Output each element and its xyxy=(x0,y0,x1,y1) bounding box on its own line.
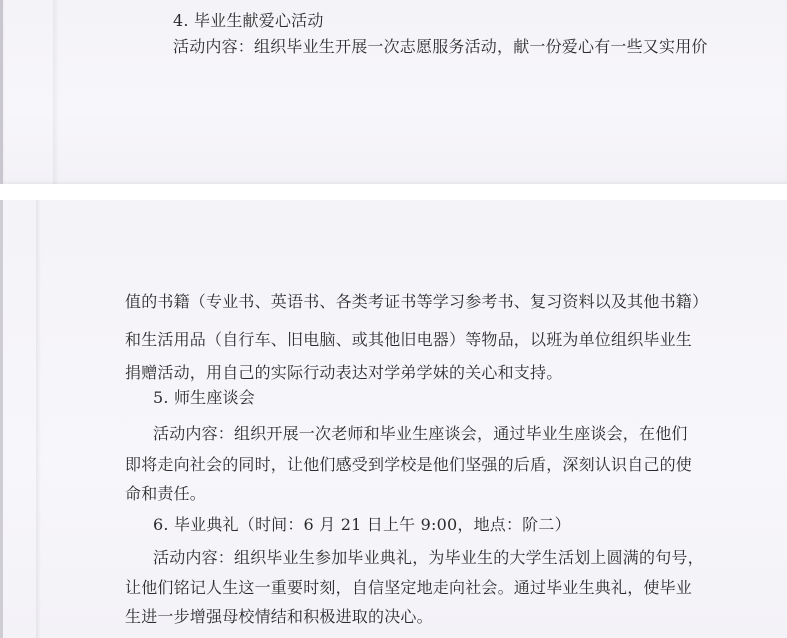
body-line: 生进一步增强母校情结和积极进取的决心。 xyxy=(125,607,433,626)
scanned-page-bottom xyxy=(0,200,787,638)
body-line: 即将走向社会的同时，让他们感受到学校是他们坚强的后盾，深刻认识自己的使 xyxy=(125,455,693,474)
section-heading-6: 6. 毕业典礼（时间：6 月 21 日上午 9:00，地点：阶二） xyxy=(153,515,571,534)
body-line: 和生活用品（自行车、旧电脑、或其他旧电器）等物品，以班为单位组织毕业生 xyxy=(125,330,693,349)
body-line: 活动内容：组织毕业生参加毕业典礼，为毕业生的大学生活划上圆满的句号， xyxy=(153,548,704,567)
body-line: 活动内容：组织开展一次老师和毕业生座谈会，通过毕业生座谈会，在他们 xyxy=(153,424,688,443)
section-heading-4: 4. 毕业生献爱心活动 xyxy=(173,11,324,30)
page-separator xyxy=(0,184,787,200)
scanned-page-top xyxy=(0,0,787,184)
body-line: 捐赠活动，用自己的实际行动表达对学弟学妹的关心和支持。 xyxy=(125,363,563,382)
body-line: 活动内容：组织毕业生开展一次志愿服务活动，献一份爱心有一些又实用价 xyxy=(173,37,708,56)
body-line: 值的书籍（专业书、英语书、各类考证书等学习参考书、复习资料以及其他书籍） xyxy=(125,292,709,311)
body-line: 命和责任。 xyxy=(125,484,207,503)
section-heading-5: 5. 师生座谈会 xyxy=(153,388,255,407)
body-line: 让他们铭记人生这一重要时刻，自信坚定地走向社会。通过毕业生典礼，使毕业 xyxy=(125,578,693,597)
